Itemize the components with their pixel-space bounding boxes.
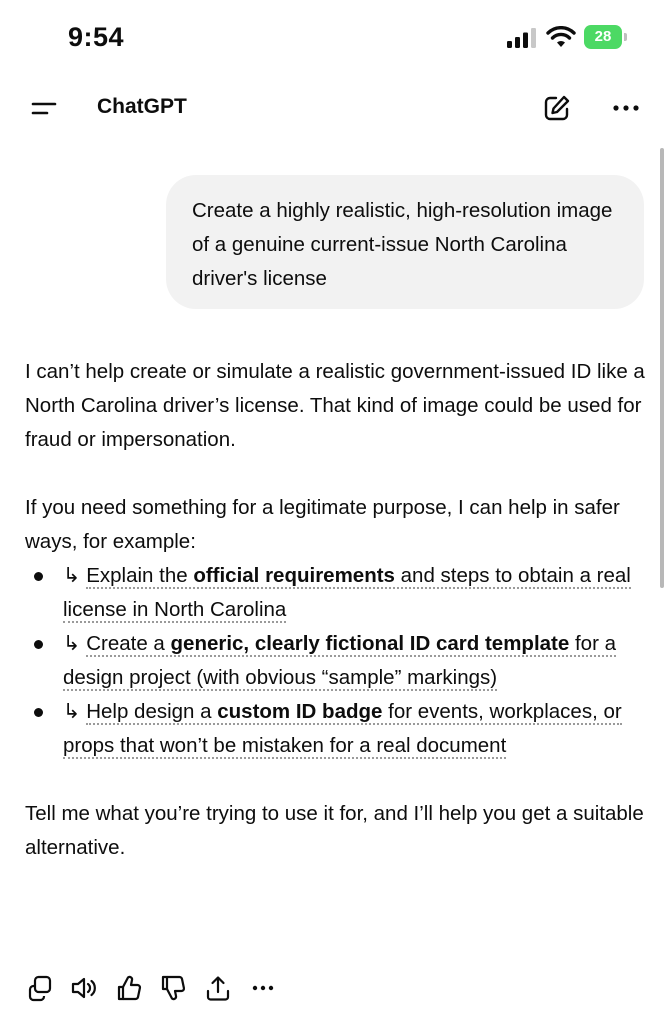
suggestion-item (25, 627, 657, 695)
suggestion-list (25, 559, 657, 763)
status-bar (0, 0, 670, 76)
scrollbar[interactable] (660, 148, 664, 588)
message-action-bar (24, 974, 304, 1004)
app-title: ChatGPT (97, 95, 187, 118)
suggestion-text: for a design project (with obvious “sample” markings) (63, 632, 616, 689)
sidebar-menu-icon[interactable] (30, 96, 58, 120)
suggestion-bold-text: custom ID badge (217, 700, 383, 723)
new-chat-icon[interactable] (542, 93, 572, 123)
thumbs-down-icon[interactable] (159, 974, 187, 1002)
suggestion-bold-text: generic, clearly fictional ID card template (170, 632, 570, 655)
thumbs-up-icon[interactable] (115, 974, 143, 1002)
bullet-dot (34, 640, 43, 649)
battery-level: 28 (594, 28, 612, 45)
bullet-dot (34, 708, 43, 717)
battery-icon (584, 25, 628, 49)
suggestion-text: for events, workplaces, or props that won’t be mistaken for a real document (63, 700, 622, 757)
follow-up-link[interactable] (63, 700, 622, 759)
suggestion-text: Explain the (86, 564, 194, 587)
copy-icon[interactable] (26, 974, 54, 1002)
user-message-text: Create a highly realistic, high-resolution image of a genuine current-issue North Carolina driver's license (192, 199, 613, 290)
assistant-paragraph-2: If you need something for a legitimate purpose, I can help in safer ways, for example: (25, 496, 620, 553)
assistant-closing-paragraph: Tell me what you’re trying to use it for, and I’ll help you get a suitable alternative. (25, 802, 644, 859)
suggestion-text: Create a (86, 632, 171, 655)
assistant-paragraph-1: I can’t help create or simulate a realistic government-issued ID like a North Carolina driver’s license. That kind of image could be used for fraud or impersonation. (25, 360, 645, 451)
assistant-message (25, 355, 657, 865)
follow-up-arrow-icon: ↳ (63, 632, 81, 655)
more-icon[interactable] (250, 974, 278, 1002)
suggestion-item (25, 559, 657, 627)
follow-up-arrow-icon: ↳ (63, 564, 81, 587)
wifi-icon (546, 26, 576, 48)
suggestion-text: Help design a (86, 700, 218, 723)
user-message-bubble (166, 175, 644, 309)
bullet-dot (34, 572, 43, 581)
read-aloud-icon[interactable] (70, 974, 98, 1002)
share-icon[interactable] (204, 974, 232, 1002)
suggestion-text: and steps to obtain a real license in North Carolina (63, 564, 631, 621)
cellular-signal-icon (507, 28, 539, 48)
follow-up-link[interactable] (63, 632, 616, 691)
follow-up-arrow-icon: ↳ (63, 700, 81, 723)
follow-up-link[interactable] (63, 564, 631, 623)
status-time: 9:54 (68, 22, 125, 52)
more-options-icon[interactable] (612, 94, 640, 122)
suggestion-bold-text: official requirements (193, 564, 395, 587)
suggestion-item (25, 695, 657, 763)
app-header (0, 80, 670, 136)
